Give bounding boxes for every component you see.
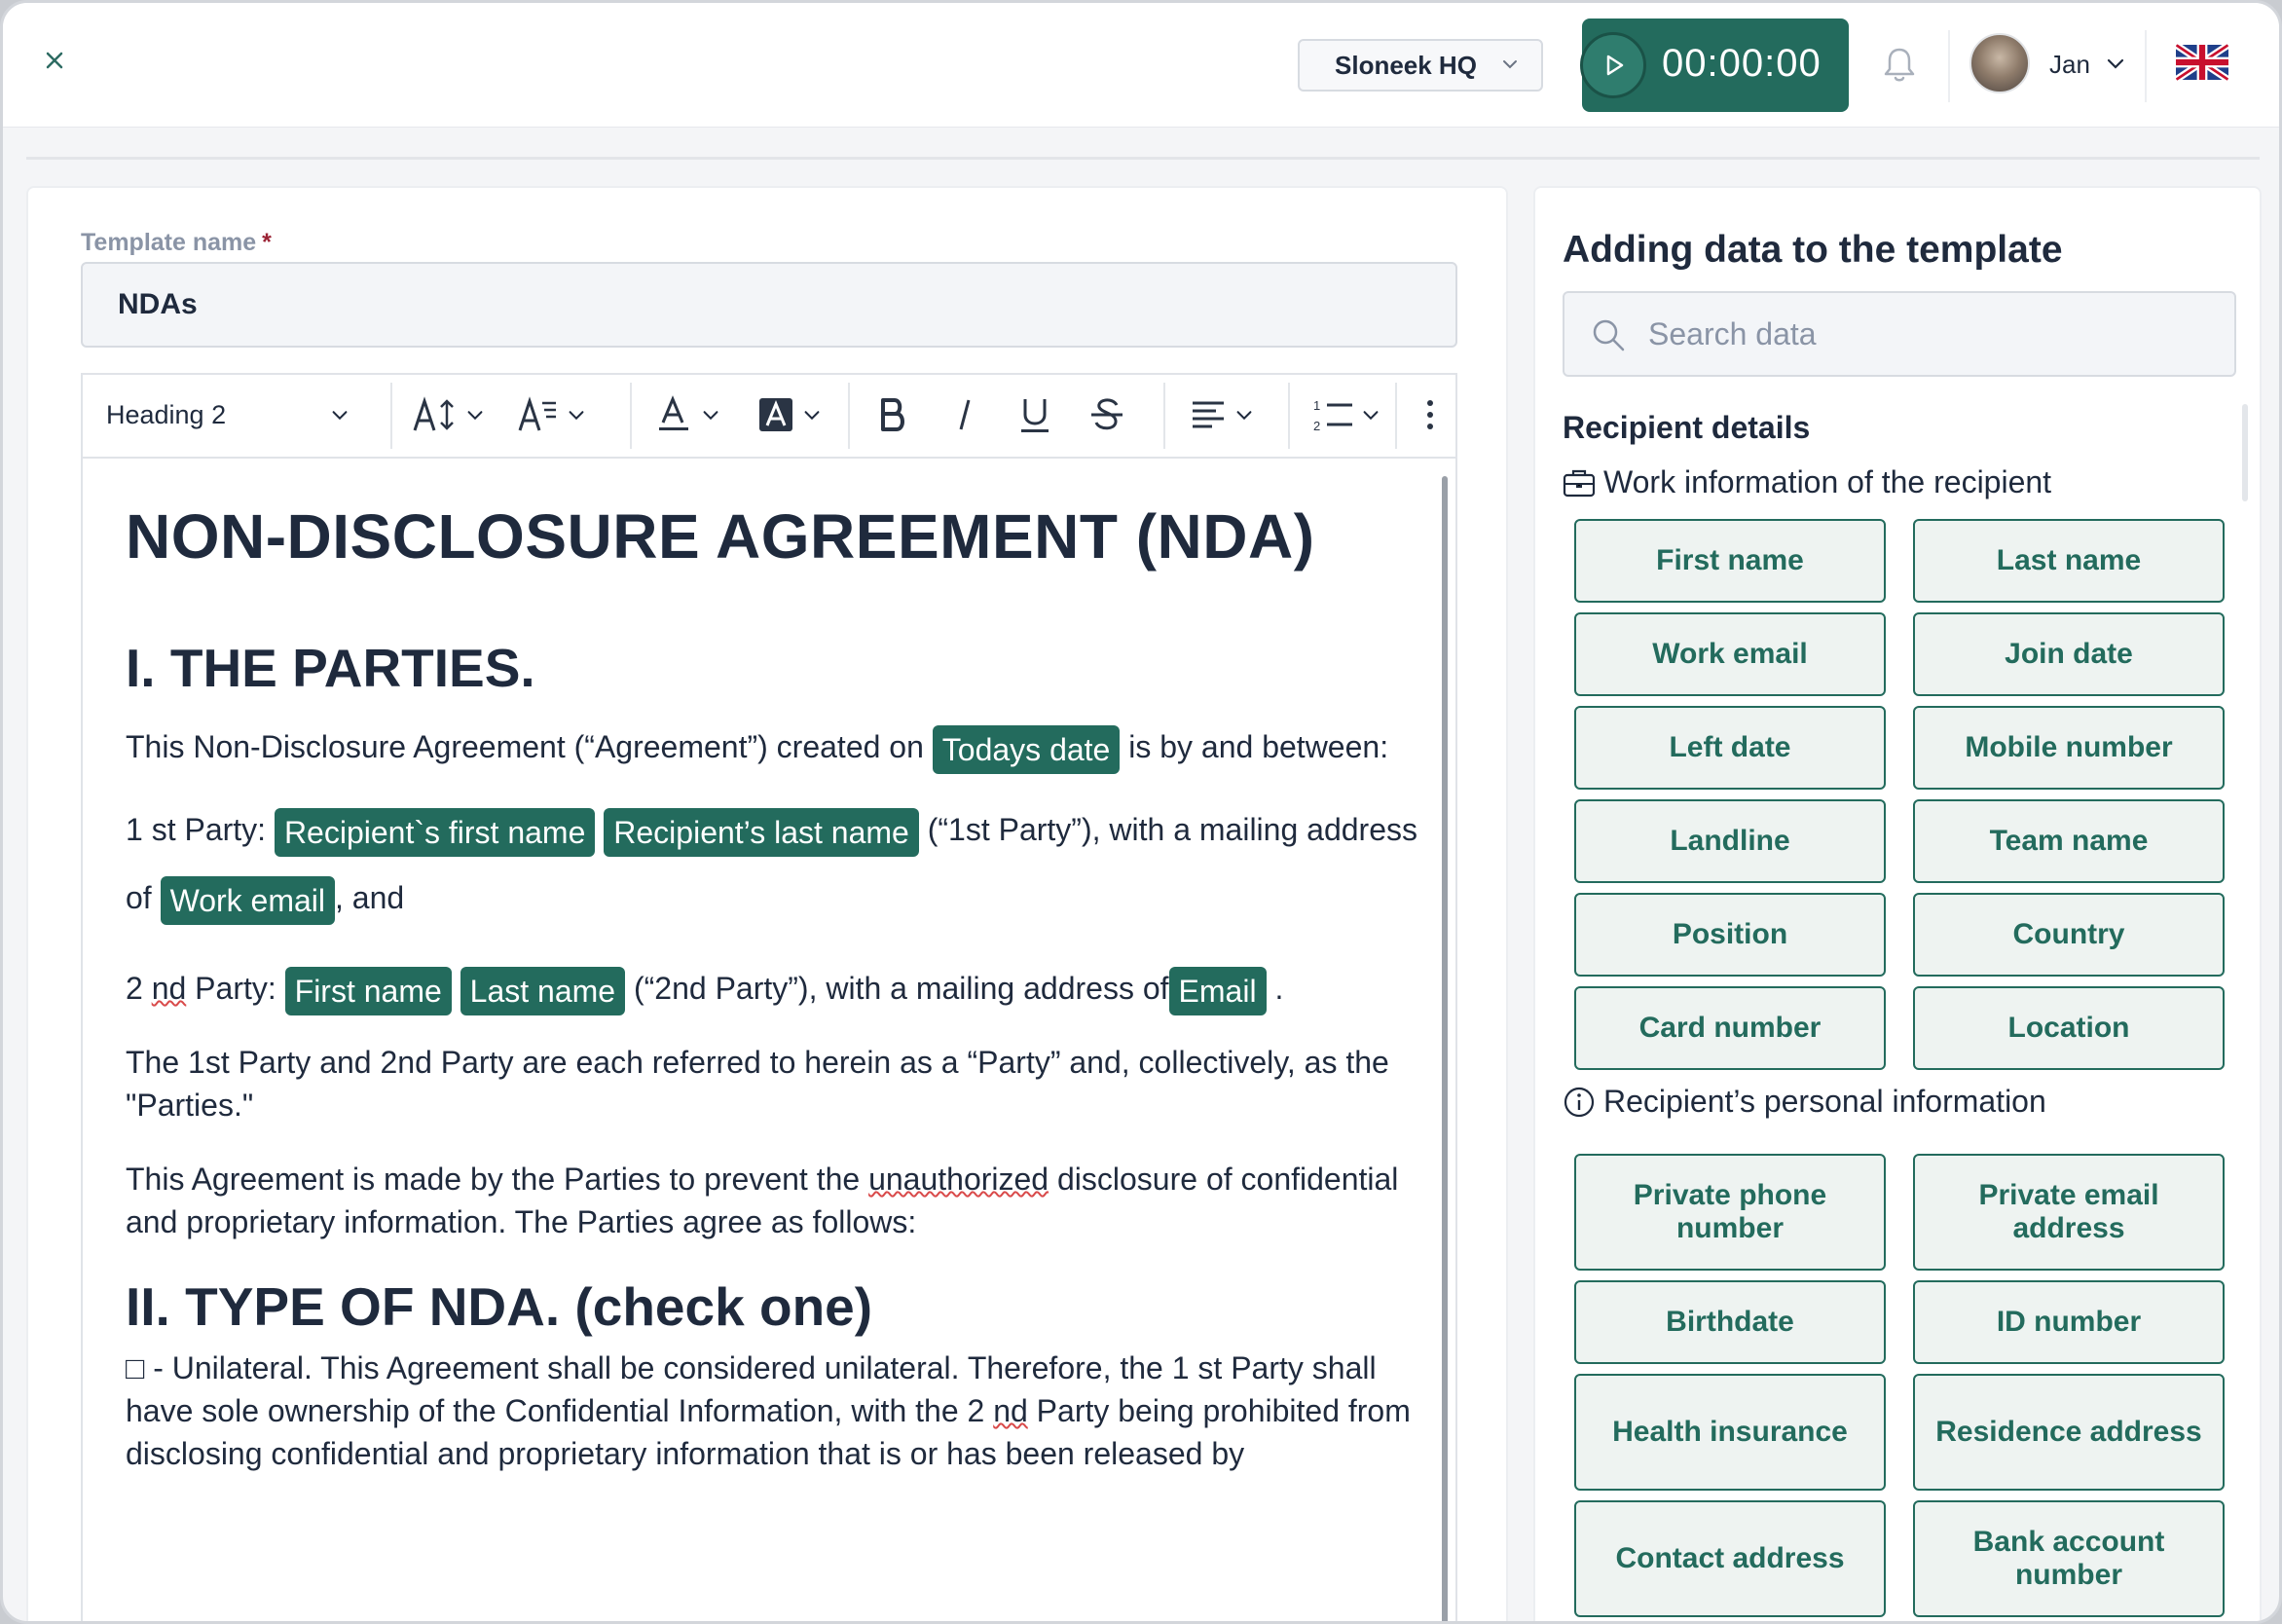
field-button[interactable]: Left date — [1574, 706, 1886, 790]
template-editor-panel — [26, 186, 1508, 1624]
placeholder-chip[interactable]: Recipient`s first name — [275, 808, 595, 857]
play-icon[interactable] — [1580, 32, 1646, 98]
paragraph-text: is by and between: — [1128, 729, 1389, 764]
bold-button[interactable] — [873, 392, 912, 437]
placeholder-chip[interactable]: First name — [285, 967, 452, 1015]
panel-scrollbar[interactable] — [2242, 404, 2248, 501]
timer-display: 00:00:00 — [1662, 42, 1822, 85]
underline-button[interactable] — [1015, 392, 1054, 437]
chevron-down-icon — [566, 404, 587, 425]
paragraph-text: disclosure of confidential and proprietary information. The Parties agree as follows: — [126, 1162, 1399, 1239]
template-name-input[interactable]: NDAs — [81, 262, 1457, 348]
search-icon — [1590, 316, 1627, 353]
field-button[interactable]: Residence address — [1913, 1374, 2225, 1491]
field-button[interactable]: Private phone number — [1574, 1154, 1886, 1271]
field-button[interactable]: Last name — [1913, 519, 2225, 603]
paragraph — [126, 720, 1440, 774]
briefcase-icon — [1563, 468, 1596, 498]
chevron-down-icon — [1360, 404, 1381, 425]
search-input[interactable] — [1563, 291, 2236, 377]
font-family-icon — [517, 395, 560, 434]
toolbar-separator — [390, 383, 392, 449]
paragraph — [126, 795, 1440, 932]
toolbar-separator — [848, 383, 850, 449]
text-color-icon — [655, 395, 694, 434]
chevron-down-icon[interactable] — [2104, 52, 2127, 75]
spellcheck-word: unauthorized — [868, 1162, 1049, 1197]
personal-info-title — [1563, 1084, 2046, 1120]
bell-icon[interactable] — [1882, 46, 1917, 85]
avatar[interactable] — [1969, 33, 2030, 93]
field-button[interactable]: Private email address — [1913, 1154, 2225, 1271]
paragraph-text: □ - Unilateral. This Agreement shall be considered unilateral. Therefore, the 1 st Party shall have sole ownership of the Confidential Information, with the 2 — [126, 1350, 1377, 1428]
template-data-panel — [1533, 186, 2262, 1624]
search-placeholder: Search data — [1648, 316, 1817, 351]
svg-text:1: 1 — [1313, 398, 1321, 413]
block-style-label: Heading 2 — [106, 399, 227, 429]
chevron-down-icon — [464, 404, 486, 425]
bold-icon — [873, 395, 912, 434]
field-button[interactable]: Contact address — [1574, 1500, 1886, 1617]
paragraph-text: Party being prohibited from disclosing confidential and proprietary information that is or has been released by — [126, 1393, 1411, 1471]
field-button[interactable]: Mobile number — [1913, 706, 2225, 790]
paragraph-text: . — [1274, 971, 1284, 1006]
work-info-title-text: Work information of the recipient — [1603, 464, 2052, 499]
document-editor[interactable] — [81, 457, 1457, 1624]
uk-flag-icon[interactable] — [2176, 44, 2228, 81]
field-button[interactable]: Birthdate — [1574, 1280, 1886, 1364]
field-button[interactable]: ID number — [1913, 1280, 2225, 1364]
editor-scrollbar[interactable] — [1442, 476, 1448, 1624]
chevron-down-icon — [700, 404, 721, 425]
paragraph — [126, 1158, 1440, 1243]
section-title: Recipient details — [1563, 410, 1811, 445]
chevron-down-icon — [329, 404, 350, 425]
font-size-icon — [412, 395, 459, 434]
section-heading: II. TYPE OF NDA. (check one) — [126, 1276, 873, 1337]
paragraph — [126, 961, 1440, 1015]
paragraph: The 1st Party and 2nd Party are each referred to herein as a “Party” and, collectively, as the "Parties." — [126, 1045, 1389, 1123]
highlight-color-icon — [756, 395, 795, 434]
field-button[interactable]: Country — [1913, 893, 2225, 977]
align-button[interactable] — [1189, 392, 1255, 437]
placeholder-chip[interactable]: Work email — [161, 876, 335, 925]
paragraph-text: (“2nd Party”), with a mailing address of — [633, 971, 1169, 1006]
editor-toolbar — [81, 373, 1457, 457]
user-name[interactable]: Jan — [2049, 50, 2090, 79]
personal-info-title-text: Recipient’s personal information — [1603, 1084, 2046, 1119]
template-name-label — [81, 229, 272, 257]
document-content — [126, 488, 1440, 1475]
placeholder-chip[interactable]: Last name — [460, 967, 625, 1015]
top-bar — [3, 3, 2279, 128]
chevron-down-icon — [801, 404, 823, 425]
underline-icon — [1015, 395, 1054, 434]
section-heading: I. THE PARTIES. — [126, 638, 535, 698]
placeholder-chip[interactable]: Recipient’s last name — [604, 808, 919, 857]
more-options-button[interactable] — [1422, 392, 1438, 437]
align-left-icon — [1189, 395, 1228, 434]
organization-label: Sloneek HQ — [1335, 50, 1477, 80]
close-icon[interactable] — [40, 46, 69, 75]
document-title: NON-DISCLOSURE AGREEMENT (NDA) — [126, 501, 1315, 572]
highlight-color-button[interactable] — [756, 392, 823, 437]
paragraph-text: Party: — [195, 971, 276, 1006]
font-size-button[interactable] — [412, 392, 486, 437]
font-family-button[interactable] — [517, 392, 587, 437]
field-button[interactable]: Card number — [1574, 986, 1886, 1070]
placeholder-chip[interactable]: Email — [1169, 967, 1267, 1015]
paragraph-text: This Agreement is made by the Parties to prevent the — [126, 1162, 861, 1197]
field-button[interactable]: Team name — [1913, 799, 2225, 883]
chevron-down-icon — [1233, 404, 1255, 425]
field-button[interactable]: Location — [1913, 986, 2225, 1070]
list-button[interactable] — [1311, 392, 1381, 437]
strikethrough-icon — [1087, 395, 1126, 434]
organization-select[interactable] — [1298, 39, 1543, 92]
spellcheck-word: nd — [993, 1393, 1028, 1428]
toolbar-separator — [1288, 383, 1290, 449]
field-button[interactable]: Bank account number — [1913, 1500, 2225, 1617]
divider — [2145, 30, 2147, 102]
paragraph-text: 1 st Party: — [126, 812, 267, 847]
italic-button[interactable] — [945, 392, 984, 437]
placeholder-chip[interactable]: Todays date — [933, 725, 1121, 774]
chevron-down-icon — [1498, 53, 1522, 76]
info-icon — [1563, 1086, 1596, 1119]
block-style-select[interactable] — [106, 392, 350, 437]
paragraph-text: This Non-Disclosure Agreement (“Agreement”) created on — [126, 729, 924, 764]
more-vertical-icon — [1422, 395, 1438, 434]
text-color-button[interactable] — [655, 392, 721, 437]
paragraph-text: (“1st Party”), with a mailing address of — [126, 812, 1417, 915]
field-button[interactable]: Health insurance — [1574, 1374, 1886, 1491]
toolbar-separator — [1395, 383, 1397, 449]
divider — [26, 157, 2260, 160]
toolbar-separator — [1163, 383, 1165, 449]
paragraph-text: 2 — [126, 971, 143, 1006]
strikethrough-button[interactable] — [1087, 392, 1126, 437]
toolbar-separator — [630, 383, 632, 449]
panel-title: Adding data to the template — [1563, 229, 2063, 271]
field-button[interactable]: Join date — [1913, 612, 2225, 696]
numbered-list-icon — [1311, 395, 1354, 434]
field-button[interactable]: First name — [1574, 519, 1886, 603]
svg-text:2: 2 — [1313, 419, 1321, 433]
paragraph-text: , and — [335, 880, 405, 915]
paragraph — [126, 1347, 1440, 1475]
work-info-title — [1563, 464, 2051, 500]
time-tracker[interactable] — [1582, 18, 1849, 112]
spellcheck-word: nd — [151, 971, 187, 1006]
field-button[interactable]: Position — [1574, 893, 1886, 977]
italic-icon — [945, 395, 984, 434]
template-name-label-text: Template name — [81, 229, 257, 256]
field-button[interactable]: Landline — [1574, 799, 1886, 883]
field-button[interactable]: Work email — [1574, 612, 1886, 696]
required-mark: * — [262, 229, 272, 256]
divider — [1948, 30, 1950, 102]
